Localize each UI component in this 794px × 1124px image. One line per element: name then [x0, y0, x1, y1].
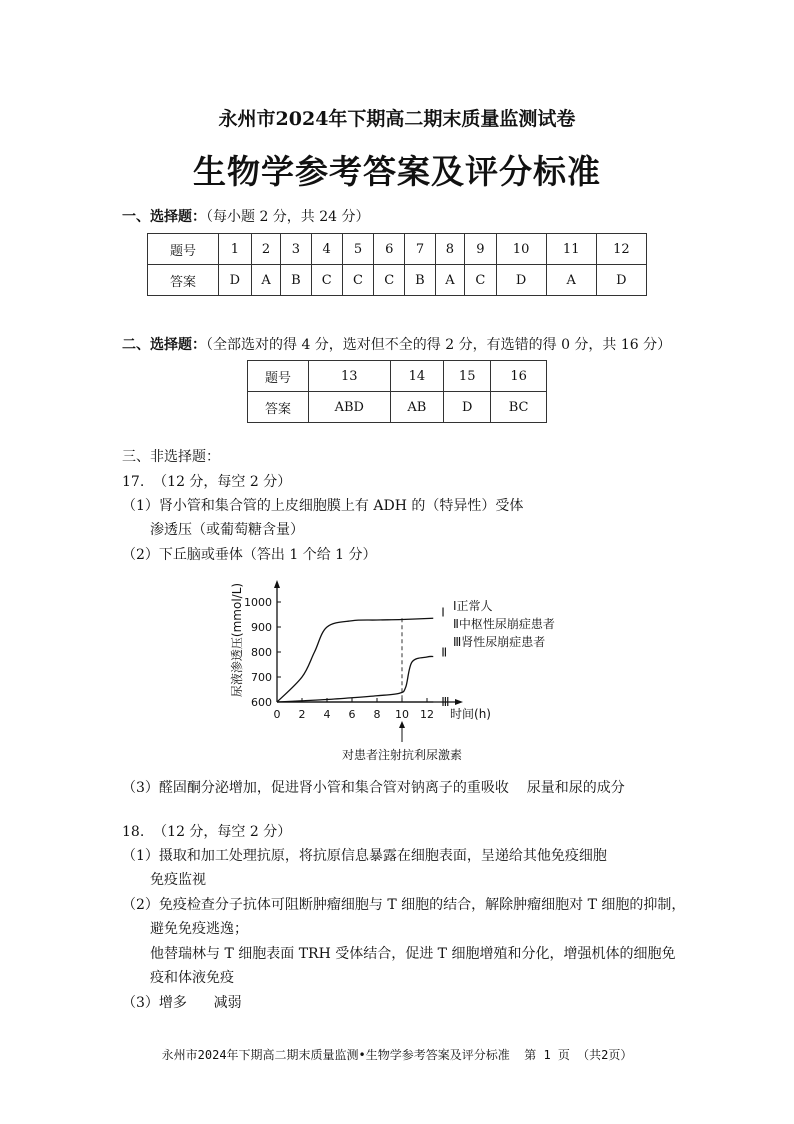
y-tick-label: 600 [251, 696, 272, 709]
answer-cell: A [546, 265, 596, 296]
answer-cell: C [374, 265, 405, 296]
y-axis-arrow [274, 580, 280, 588]
injection-annotation: 对患者注射抗利尿激素 [341, 748, 463, 762]
section-2-heading [122, 334, 671, 354]
question-number-cell: 1 [219, 234, 252, 265]
question-number-cell: 3 [281, 234, 311, 265]
y-tick-label: 1000 [244, 596, 272, 609]
section-2-answer-table [247, 360, 547, 423]
question-number-cell: 10 [496, 234, 546, 265]
section-2-note: （全部选对的得 4 分，选对但不全的得 2 分，有选错的得 0 分，共 16 分） [206, 337, 672, 353]
injection-arrow-head [399, 721, 405, 728]
question-number-cell: 6 [374, 234, 405, 265]
question-number-cell: 8 [435, 234, 465, 265]
answer-cell: D [444, 392, 491, 423]
urine-osmolarity-chart [225, 568, 585, 768]
series-marker-2: Ⅱ [441, 645, 448, 660]
q18-answer-2-line-2: 避免免疫逃逸； [150, 921, 248, 937]
answer-cell: A [435, 265, 465, 296]
legend-entry: Ⅰ正常人 [453, 599, 493, 613]
x-tick-label: 4 [323, 708, 331, 721]
x-axis-label: 时间(h) [450, 707, 491, 721]
question-number-cell: 4 [311, 234, 342, 265]
x-tick-label: 12 [420, 708, 434, 721]
answer-cell: B [405, 265, 435, 296]
q17-answer-3: （3）醛固酮分泌增加，促进肾小管和集合管对钠离子的重吸收 尿量和尿的成分 [122, 780, 625, 796]
q18-answer-2-line-1: （2）免疫检查分子抗体可阻断肿瘤细胞与 T 细胞的结合，解除肿瘤细胞对 T 细胞的抑制， [122, 897, 686, 913]
q17-header: 17. （12 分，每空 2 分） [122, 474, 292, 490]
series-marker-1: Ⅰ [441, 605, 445, 620]
x-tick-label: 2 [298, 708, 306, 721]
section-2-label: 二、选择题： [122, 337, 206, 353]
section-1-note: （每小题 2 分，共 24 分） [206, 209, 370, 225]
question-number-cell: 13 [309, 361, 391, 392]
x-tick-label: 6 [348, 708, 356, 721]
q18-answer-2-line-3: 他替瑞林与 T 细胞表面 TRH 受体结合，促进 T 细胞增殖和分化，增强机体的细胞免 [150, 946, 676, 962]
row-label-question: 题号 [148, 234, 219, 265]
answer-cell: A [251, 265, 281, 296]
q18-answer-1-line-2: 免疫监视 [150, 872, 206, 888]
x-tick-label: 0 [273, 708, 281, 721]
answer-cell: D [496, 265, 546, 296]
page-footer: 永州市2024年下期高二期末质量监测•生物学参考答案及评分标准 第 1 页 （共2页） [161, 1048, 633, 1062]
y-tick-label: 700 [251, 671, 272, 684]
question-number-cell: 5 [342, 234, 373, 265]
q18-header: 18. （12 分，每空 2 分） [122, 824, 292, 840]
y-tick-label: 800 [251, 646, 272, 659]
q17-answer-2: （2）下丘脑或垂体（答出 1 个给 1 分） [122, 547, 377, 563]
q17-answer-1-line-1: （1）肾小管和集合管的上皮细胞膜上有 ADH 的（特异性）受体 [122, 498, 524, 514]
question-number-cell: 7 [405, 234, 435, 265]
answer-cell: C [342, 265, 373, 296]
y-axis-label: 尿液渗透压(mmol/L) [230, 582, 244, 698]
question-number-cell: 2 [251, 234, 281, 265]
section-1-answer-table [147, 233, 647, 296]
x-tick-label: 10 [395, 708, 409, 721]
section-3-heading: 三、非选择题： [122, 449, 220, 465]
question-number-cell: 16 [491, 361, 547, 392]
row-label-question: 题号 [248, 361, 309, 392]
answer-cell: B [281, 265, 311, 296]
q18-answer-3: （3）增多 减弱 [122, 995, 242, 1011]
answer-cell: D [596, 265, 646, 296]
answer-cell: BC [491, 392, 547, 423]
question-number-cell: 9 [465, 234, 496, 265]
series-line-1 [277, 618, 433, 702]
legend-entry: Ⅲ肾性尿崩症患者 [453, 635, 546, 649]
q18-answer-2-line-4: 疫和体液免疫 [150, 970, 234, 986]
legend-entry: Ⅱ中枢性尿崩症患者 [453, 617, 555, 631]
row-label-answer: 答案 [148, 265, 219, 296]
answer-cell: C [465, 265, 496, 296]
answer-cell: D [219, 265, 252, 296]
q18-answer-1-line-1: （1）摄取和加工处理抗原，将抗原信息暴露在细胞表面，呈递给其他免疫细胞 [122, 848, 607, 864]
q17-answer-1-line-2: 渗透压（或葡萄糖含量） [150, 522, 304, 538]
section-1-heading [122, 206, 370, 226]
question-number-cell: 15 [444, 361, 491, 392]
series-marker-3: Ⅲ [441, 695, 450, 709]
answer-cell: AB [390, 392, 444, 423]
question-number-cell: 11 [546, 234, 596, 265]
answer-cell: ABD [309, 392, 391, 423]
answer-cell: C [311, 265, 342, 296]
y-tick-label: 900 [251, 621, 272, 634]
x-tick-label: 8 [373, 708, 381, 721]
row-label-answer: 答案 [248, 392, 309, 423]
question-number-cell: 12 [596, 234, 646, 265]
x-axis-arrow [455, 699, 463, 705]
answer-key-title: 生物学参考答案及评分标准 [193, 152, 601, 191]
exam-title: 永州市2024年下期高二期末质量监测试卷 [218, 108, 576, 130]
question-number-cell: 14 [390, 361, 444, 392]
section-1-label: 一、选择题： [122, 209, 206, 225]
